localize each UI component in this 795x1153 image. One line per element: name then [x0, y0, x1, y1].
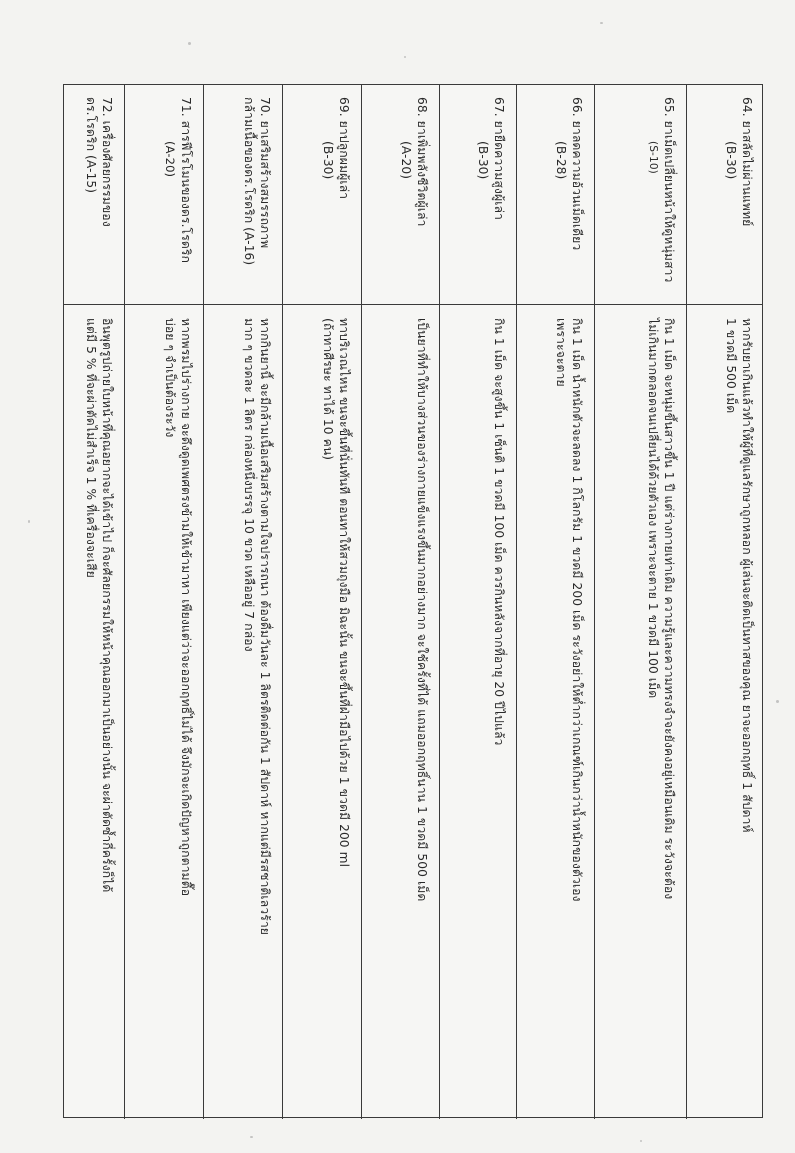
item-description-line: หากรับยาเกินแล้วทำให้ผู้ที่ดูแลรักษาถูกหลอก ผู้เล่นจะติดเป็นทาสของคุณ ยาจะออกฤทธิ์ 1 สัปดาห์ [740, 318, 754, 833]
item-description-line: บ่อย ๆ จำเป็นต้องระวัง [163, 318, 178, 438]
item-name-line: 72. เครื่องศัลยกรรมของ [100, 97, 114, 227]
item-description-line: กิน 1 เม็ด จะหนุ่มขึ้นสาวขึ้น 1 ปี แต่ร่างกายเท่าเดิม ความรู้และความทรงจำจะยังคงอยู่เหมือนเดิม ระวังจะต้อง [662, 318, 676, 900]
item-description-line: เพราะจะตาย [554, 318, 569, 387]
item-description-line: อินพุตรูปถ่ายใบหน้าที่คุณอยากจะได้เข้าไป ก็จะศัลยกรรมให้หน้าคุณออกมาเป็นอย่างนั้น จะผ่าตัดซ้ำกี่ครั้งก็ได้ [100, 318, 114, 893]
scan-speck [640, 1140, 642, 1142]
scan-speck [404, 56, 406, 58]
item-name-line: 64. ยาสลัดไม่ผ่านแพทย์ [740, 97, 754, 227]
item-name-line: (S-10) [647, 141, 660, 174]
item-description-line: (ถ้าทาศีรษะ ทาได้ 10 คน) [321, 318, 336, 461]
item-description-line: ทาบริเวณไหน ขนจะขึ้นที่นั่นทันที ตอนทาให้สวมถุงมือ มิฉะนั้น ขนจะขึ้นที่ฝ่ามือไปด้วย 1 ขวดมี 200 ml [337, 318, 351, 868]
item-name-line: 66. ยาลดความอ้วนเม็ดเดียว [570, 97, 584, 251]
item-name-line: (B-30) [724, 141, 739, 180]
item-description-line: กิน 1 เม็ด น้ำหนักตัวจะลดลง 1 กิโลกรัม 1 ขวดมี 200 เม็ด ระวังอย่าให้ต่ำกว่าเกณฑ์เกินกว่าน้ำหนักของตัวเอง [570, 318, 584, 902]
scan-speck [600, 22, 603, 24]
item-description-line: 1 ขวดมี 500 เม็ด [724, 318, 739, 414]
item-name-line: ดร.โรดริก (A-15) [84, 97, 99, 194]
item-name-line: 68. ยาเพิ่มพลังชีวิตผู้เล่า [415, 97, 429, 227]
item-name-line: (B-30) [321, 141, 336, 180]
scan-speck [250, 1136, 253, 1138]
item-description-line: มาก ๆ ขวดละ 1 ลิตร กล่องหนึ่งบรรจุ 10 ขวด เหลืออยู่ 7 กล่อง [242, 318, 257, 652]
item-name-line: 70. ยาเสริมสร้างสมรรถภาพ [258, 97, 272, 249]
item-name-line: (A-20) [399, 141, 414, 180]
item-description-line: กิน 1 เม็ด จะสูงขึ้น 1 เซ็นติ 1 ขวดมี 100 เม็ด ควรกินหลังจากที่อายุ 20 ปีไปแล้ว [492, 318, 506, 746]
item-description-line: แต่มี 5 % ที่จะผ่าตัดไม่สำเร็จ 1 % ที่เครื่องจะเสีย [84, 318, 99, 578]
item-name-line: 65. ยาเม็ดเปลี่ยนหน้าให้ดูหนุ่มสาว [662, 97, 676, 283]
item-description-line: เป็นยาที่ทำให้บางส่วนของร่างกายแข็งแรงขึ้นมากอย่างมาก จะใช้ครั้งที่ได้ แถมออกฤทธิ์นาน 1 ขวดมี 500 เม็ด [415, 318, 429, 902]
item-description-line: ไม่เกินมากตลอดจนเปลี่ยนได้ด้วยตัวเอง เพราะจะตาย 1 ขวดมี 100 เม็ด [646, 318, 661, 699]
item-description-line: หากกินยานี้ จะมีกล้ามเนื้อเสริมสร้างตามใจปรารถนา ต้องดื่มวันละ 1 ลิตรติดต่อกัน 1 สัปดาห์ หากแต่มีรสชาติเลวร้าย [258, 318, 272, 936]
item-name-line: 69. ยาปลูกผมผู้เล่า [337, 97, 351, 200]
item-name-line: กล้ามเนื้อของดร.โรดริก (A-16) [242, 97, 257, 266]
item-name-line: (B-30) [476, 141, 491, 180]
scan-speck [28, 520, 30, 523]
item-name-line: (A-20) [163, 141, 178, 178]
item-description-line: หากพรมไปร่างกาย จะดึงดูดเพศตรงข้ามให้เข้ามาหา เพียงแต่ว่าจะออกฤทธิ์ไม่ได้ จึงมักจะเกิดปัญหาถูกตามตื๊อ [179, 318, 193, 897]
scan-speck [188, 42, 191, 45]
item-name-line: (B-28) [554, 141, 569, 180]
item-name-line: 71. สารฟีโรโมนของดร.โรดริก [179, 97, 193, 263]
scan-speck [776, 700, 779, 703]
item-name-line: 67. ยายืดความสูงผู้เล่า [492, 97, 506, 220]
